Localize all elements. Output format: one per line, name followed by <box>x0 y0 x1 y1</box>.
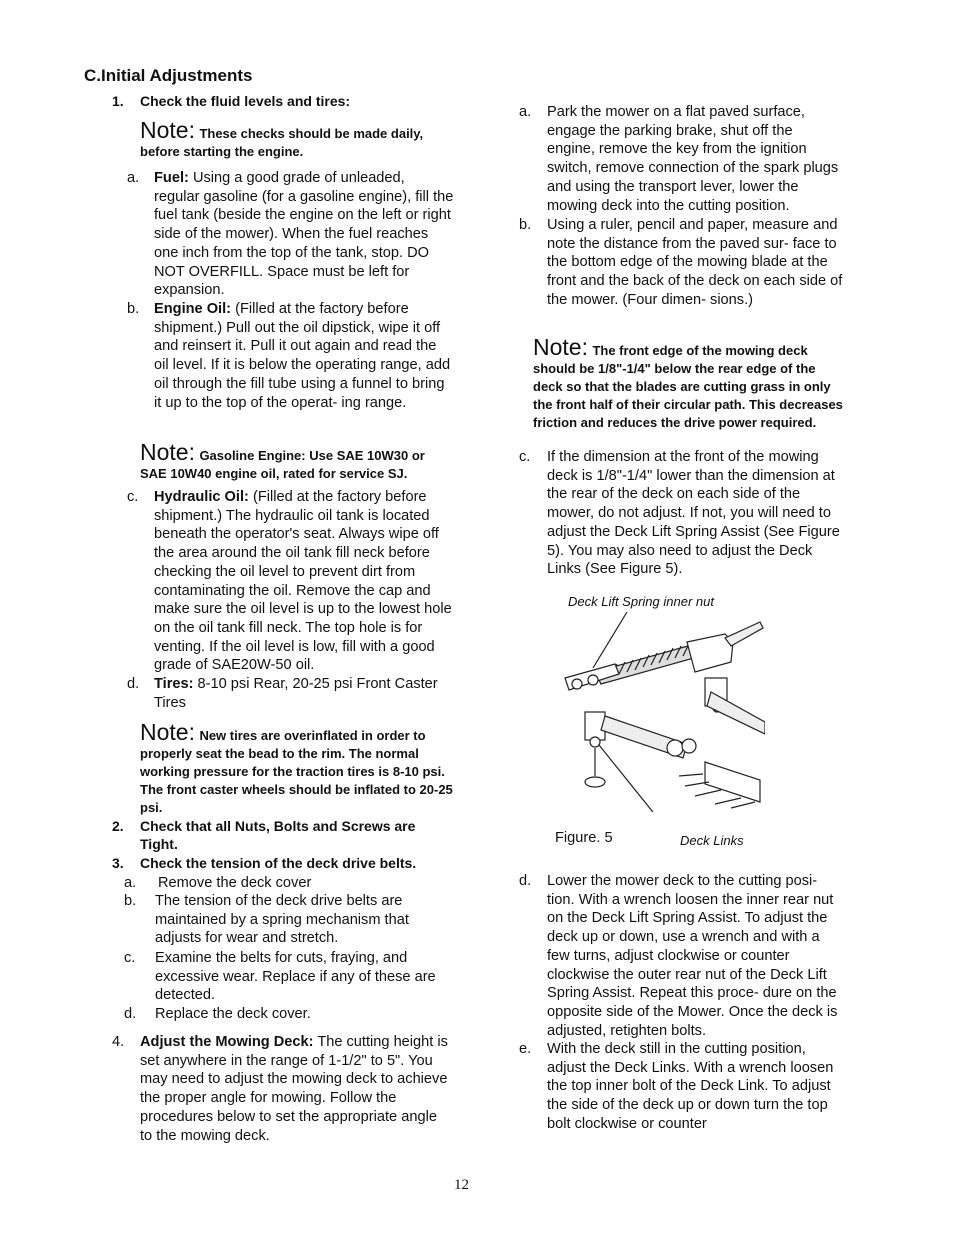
item-4-number: 4. <box>112 1034 125 1050</box>
item-4 <box>140 1033 452 1145</box>
deck-lift-figure <box>555 612 765 812</box>
deck-a-index: a. <box>519 104 532 120</box>
tires-label: Tires: <box>154 676 194 692</box>
tires-item <box>154 675 444 712</box>
figure-caption: Figure. 5 <box>555 830 613 846</box>
oil-label: Engine Oil: <box>154 301 232 317</box>
section-title: C.Initial Adjustments <box>84 66 253 85</box>
note-3 <box>140 721 455 817</box>
belt-d-text: Replace the deck cover. <box>155 1006 311 1022</box>
leader-line-top <box>593 612 627 668</box>
belt-d-index: d. <box>124 1006 137 1022</box>
belt-b-index: b. <box>124 893 137 909</box>
page-number: 12 <box>454 1177 469 1193</box>
oil-text: (Filled at the factory before shipment.) Pull out the oil dipstick, wipe it off and reinsert it. Pull it out again and read the oil level. If it is below the operating range, add oil through the fill tube using a funnel to bring it up to the top of the operat- ing range. <box>154 301 451 411</box>
note-4 <box>533 336 845 432</box>
fuel-text: Using a good grade of unleaded, regular gasoline (for a gasoline engine), fill the fuel tank (beside the engine on the left or right side of the mower). When the fuel reaches one inch from the top of the tank, stop. DO NOT OVERFILL. Space must be left for expansion. <box>154 170 454 299</box>
note-label: Note: <box>140 117 195 143</box>
belt-b-text: The tension of the deck drive belts are maintained by a spring mechanism that adjusts for wear and stretch. <box>155 893 409 947</box>
item-2-title: Check that all Nuts, Bolts and Screws are Tight. <box>140 818 416 852</box>
note-4-text: The front edge of the mowing deck should be 1/8"-1/4" below the rear edge of the deck so that the blades are cutting grass in only the front half of their circular path. This decreases friction and reduces the drive power required. <box>533 343 843 430</box>
note-2-text: Gasoline Engine: Use SAE 10W30 or SAE 10W40 engine oil, rated for service SJ. <box>140 448 425 481</box>
spring-icon <box>595 644 701 684</box>
oil-item <box>154 300 454 412</box>
belt-a-index: a. <box>124 875 137 891</box>
oil-index: b. <box>127 301 140 317</box>
hydraulic-item <box>154 488 454 675</box>
deck-e-index: e. <box>519 1041 532 1057</box>
figure-label-top: Deck Lift Spring inner nut <box>568 594 714 609</box>
item-3-title: Check the tension of the deck drive belts. <box>140 855 417 871</box>
item-1-title: Check the fluid levels and tires: <box>140 93 351 109</box>
item-3-number: 3. <box>112 855 124 871</box>
deck-b-index: b. <box>519 217 532 233</box>
note-1 <box>140 119 450 161</box>
note-label: Note: <box>533 334 588 360</box>
hydraulic-index: c. <box>127 489 139 505</box>
belt-a-text: Remove the deck cover <box>158 875 312 891</box>
tires-index: d. <box>127 676 140 692</box>
deck-d-text: Lower the mower deck to the cutting posi- tion. With a wrench loosen the inner rear nut on the Deck Lift Spring Assist. To adjust the deck up or down, use a wrench and with a few turns, adjust clockwise or counter clockwise the outer rear nut of the Deck Lift Spring Assist. Repeat this proce- dure on the opposite side of the Mower. Once the deck is adjusted, retighten bolts. <box>547 873 838 1039</box>
fuel-index: a. <box>127 170 140 186</box>
figure-label-bottom: Deck Links <box>680 833 744 848</box>
item-2-number: 2. <box>112 818 124 834</box>
fuel-item <box>154 169 454 300</box>
note-3-text: New tires are overinflated in order to properly seat the bead to the rim. The normal working pressure for the traction tires is 8-10 psi. The front caster wheels should be inflated to 20-25 psi. <box>140 728 453 815</box>
item-4-text: The cutting height is set anywhere in the range of 1-1/2" to 5". You may need to adjust the mowing deck to achieve the proper angle for mowing. Follow the procedures below to set the appropriate angle to the mowing deck. <box>140 1034 448 1144</box>
note-label: Note: <box>140 719 195 745</box>
deck-c-text: If the dimension at the front of the mowing deck is 1/8"-1/4" lower than the dimension at the rear of the deck on each side of the mower, do not adjust. If not, you will need to adjust the Deck Lift Spring Assist (See Figure 5). You may also need to adjust the Deck Links (See Figure 5). <box>547 449 840 578</box>
deck-e-text: With the deck still in the cutting position, adjust the Deck Links. With a wrench loosen the top inner bolt of the Deck Link. To adjust the side of the deck up or down turn the top bolt clockwise or counter <box>547 1041 834 1132</box>
deck-d-index: d. <box>519 873 532 889</box>
note-1-text: These checks should be made daily, before starting the engine. <box>140 126 424 159</box>
fuel-label: Fuel: <box>154 170 189 186</box>
belt-c-text: Examine the belts for cuts, fraying, and excessive wear. Replace if any of these are detected. <box>155 950 436 1004</box>
belt-c-index: c. <box>124 950 136 966</box>
hydraulic-text: (Filled at the factory before shipment.) The hydraulic oil tank is located beneath the operator's seat. Always wipe off the area around the oil tank fill neck before checking the oil level to prevent dirt from contaminating the oil. Remove the cap and make sure the oil level is up to the lowest hole on the oil tank fill neck. The top hole is for venting. If the oil level is low, fill with a good grade of SAE20W-50 oil. <box>154 489 452 674</box>
deck-a-text: Park the mower on a flat paved surface, engage the parking brake, shut off the engine, remove the key from the ignition switch, remove connection of the spark plugs and using the transport lever, lower the mowing deck into the cutting position. <box>547 104 839 214</box>
hydraulic-label: Hydraulic Oil: <box>154 489 249 505</box>
note-2 <box>140 441 455 483</box>
deck-b-text: Using a ruler, pencil and paper, measure and note the distance from the paved sur- face to the bottom edge of the mowing blade at the front and the back of the deck on each side of the mower. (Four dimen- sions.) <box>547 217 843 308</box>
deck-c-index: c. <box>519 449 531 465</box>
tires-text: 8-10 psi Rear, 20-25 psi Front Caster Tires <box>154 676 438 711</box>
item-4-label: Adjust the Mowing Deck: <box>140 1034 314 1050</box>
note-label: Note: <box>140 439 195 465</box>
item-1-number: 1. <box>112 93 124 109</box>
